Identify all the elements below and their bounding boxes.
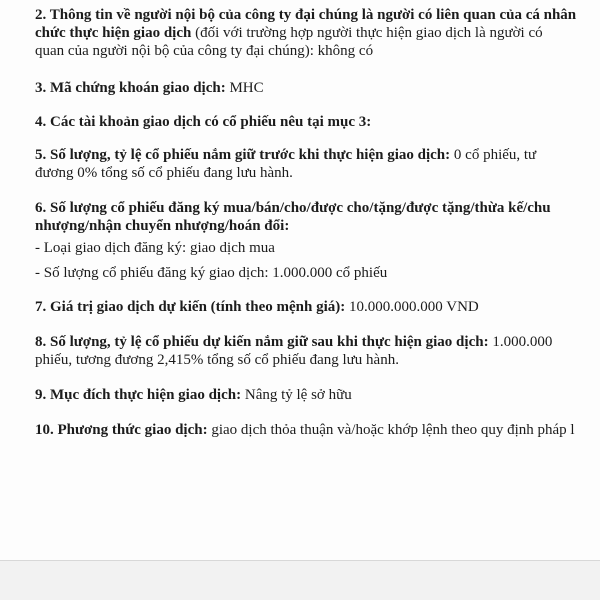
item2-line3 <box>35 42 373 60</box>
item7-heading: 7. Giá trị giao dịch dự kiến (tính theo mệnh giá): <box>35 299 346 315</box>
item6-registered-quantity: - Số lượng cổ phiếu đăng ký giao dịch: 1.000.000 cổ phiếu <box>35 265 388 281</box>
item5-line1 <box>35 146 536 164</box>
item9-heading: 9. Mục đích thực hiện giao dịch: <box>35 387 242 403</box>
item5-heading: 5. Số lượng, tỷ lệ cổ phiếu nắm giữ trước khi thực hiện giao dịch: <box>35 147 451 163</box>
item10-line <box>35 421 575 439</box>
item6-line2 <box>35 217 289 235</box>
item8-line1 <box>35 333 552 351</box>
item5-value: 0 cổ phiếu, tư <box>450 147 537 163</box>
item3-line <box>35 79 264 97</box>
bottom-bar <box>0 560 600 600</box>
item7-value: 10.000.000.000 VND <box>345 299 479 315</box>
item9-value: Nâng tỷ lệ sở hữu <box>241 387 352 403</box>
item2-value: quan của người nội bộ của công ty đại chúng): không có <box>35 43 374 59</box>
item2-heading: 2. Thông tin về người nội bộ của công ty đại chúng là người có liên quan của cá nhân <box>35 7 577 23</box>
item8-line2 <box>35 351 399 369</box>
item4-line <box>35 113 371 131</box>
item10-value: giao dịch thỏa thuận và/hoặc khớp lệnh theo quy định pháp l <box>207 422 575 438</box>
item8-heading: 8. Số lượng, tỷ lệ cổ phiếu dự kiến nắm giữ sau khi thực hiện giao dịch: <box>35 334 489 350</box>
item6-line1 <box>35 199 551 217</box>
item3-heading: 3. Mã chứng khoán giao dịch: <box>35 80 226 96</box>
item7-line <box>35 298 479 316</box>
item2-line2 <box>35 24 543 42</box>
item6-heading: 6. Số lượng cổ phiếu đăng ký mua/bán/cho/được cho/tặng/được tặng/thừa kế/chu <box>35 200 551 216</box>
item5-value-cont: đương 0% tổng số cổ phiếu đang lưu hành. <box>35 165 293 181</box>
item8-value: 1.000.000 <box>488 334 553 350</box>
item8-value-cont: phiếu, tương đương 2,415% tổng số cổ phiếu đang lưu hành. <box>35 352 399 368</box>
item6-bullet1 <box>35 239 275 257</box>
item2-heading-cont: chức thực hiện giao dịch <box>35 25 192 41</box>
item4-heading: 4. Các tài khoản giao dịch có cổ phiếu nêu tại mục 3: <box>35 114 372 130</box>
item2-line1 <box>35 6 576 24</box>
item6-bullet2 <box>35 264 387 282</box>
item3-value: MHC <box>225 80 264 96</box>
item2-note: (đối với trường hợp người thực hiện giao dịch là người có <box>191 25 543 41</box>
item6-heading-cont: nhượng/nhận chuyển nhượng/hoán đổi: <box>35 218 290 234</box>
item5-line2 <box>35 164 293 182</box>
item6-transaction-type: - Loại giao dịch đăng ký: giao dịch mua <box>35 240 275 256</box>
item9-line <box>35 386 352 404</box>
item10-heading: 10. Phương thức giao dịch: <box>35 422 208 438</box>
